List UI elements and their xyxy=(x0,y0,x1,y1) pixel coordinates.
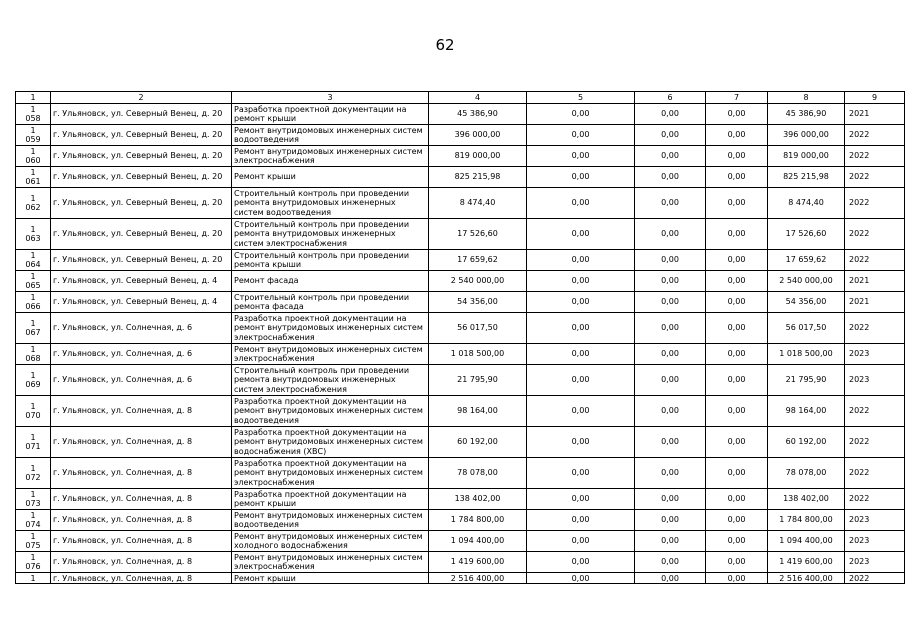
year-cell: 2022 xyxy=(845,427,905,458)
total-cost-cell: 8 474,40 xyxy=(429,188,527,219)
col6-cell: 0,00 xyxy=(635,344,706,365)
year-cell: 2023 xyxy=(845,510,905,531)
col6-cell: 0,00 xyxy=(635,250,706,271)
col5-cell: 0,00 xyxy=(527,552,635,573)
row-number: 1 064 xyxy=(16,250,51,271)
total-cost-cell: 2 516 400,00 xyxy=(429,573,527,584)
col7-cell: 0,00 xyxy=(706,125,768,146)
table-row xyxy=(16,188,905,219)
col6-cell: 0,00 xyxy=(635,313,706,344)
page-number: 62 xyxy=(435,36,455,54)
total-cost-cell: 138 402,00 xyxy=(429,489,527,510)
work-type-cell: Разработка проектной документации на ремонт внутридомовых инженерных систем водоснабжения (ХВС) xyxy=(232,427,429,458)
work-type-cell: Ремонт внутридомовых инженерных систем водоотведения xyxy=(232,510,429,531)
works-table xyxy=(15,91,905,584)
col6-cell: 0,00 xyxy=(635,167,706,188)
row-number: 1 068 xyxy=(16,344,51,365)
row-number: 1 071 xyxy=(16,427,51,458)
total-cost-cell: 1 784 800,00 xyxy=(429,510,527,531)
work-type-cell: Ремонт внутридомовых инженерных систем холодного водоснабжения xyxy=(232,531,429,552)
total-cost-cell: 60 192,00 xyxy=(429,427,527,458)
address-cell: г. Ульяновск, ул. Солнечная, д. 8 xyxy=(51,552,232,573)
col7-cell: 0,00 xyxy=(706,427,768,458)
row-number: 1 073 xyxy=(16,489,51,510)
address-cell: г. Ульяновск, ул. Северный Венец, д. 20 xyxy=(51,125,232,146)
address-cell: г. Ульяновск, ул. Северный Венец, д. 20 xyxy=(51,167,232,188)
col5-cell: 0,00 xyxy=(527,427,635,458)
work-type-cell: Строительный контроль при проведении ремонта внутридомовых инженерных систем водоотведения xyxy=(232,188,429,219)
total-cost-cell: 396 000,00 xyxy=(429,125,527,146)
year-cell: 2022 xyxy=(845,125,905,146)
col7-cell: 0,00 xyxy=(706,292,768,313)
year-cell: 2022 xyxy=(845,489,905,510)
col6-cell: 0,00 xyxy=(635,396,706,427)
address-cell: г. Ульяновск, ул. Северный Венец, д. 20 xyxy=(51,250,232,271)
work-type-cell: Разработка проектной документации на ремонт крыши xyxy=(232,104,429,125)
year-cell: 2022 xyxy=(845,219,905,250)
total-cost-cell: 2 540 000,00 xyxy=(429,271,527,292)
col5-cell: 0,00 xyxy=(527,531,635,552)
col5-cell: 0,00 xyxy=(527,396,635,427)
col5-cell: 0,00 xyxy=(527,365,635,396)
work-type-cell: Строительный контроль при проведении ремонта внутридомовых инженерных систем электроснабжения xyxy=(232,219,429,250)
col5-cell: 0,00 xyxy=(527,292,635,313)
table-row xyxy=(16,458,905,489)
total-cost-cell: 1 419 600,00 xyxy=(429,552,527,573)
column-header: 5 xyxy=(527,92,635,104)
col8-cell: 825 215,98 xyxy=(768,167,845,188)
col5-cell: 0,00 xyxy=(527,313,635,344)
table-row xyxy=(16,552,905,573)
address-cell: г. Ульяновск, ул. Северный Венец, д. 4 xyxy=(51,271,232,292)
col5-cell: 0,00 xyxy=(527,125,635,146)
col7-cell: 0,00 xyxy=(706,489,768,510)
total-cost-cell: 98 164,00 xyxy=(429,396,527,427)
column-header: 8 xyxy=(768,92,845,104)
col5-cell: 0,00 xyxy=(527,219,635,250)
row-number: 1 062 xyxy=(16,188,51,219)
col8-cell: 819 000,00 xyxy=(768,146,845,167)
total-cost-cell: 78 078,00 xyxy=(429,458,527,489)
col8-cell: 21 795,90 xyxy=(768,365,845,396)
table-row xyxy=(16,313,905,344)
work-type-cell: Ремонт крыши xyxy=(232,573,429,584)
address-cell: г. Ульяновск, ул. Солнечная, д. 6 xyxy=(51,365,232,396)
col8-cell: 60 192,00 xyxy=(768,427,845,458)
col8-cell: 1 784 800,00 xyxy=(768,510,845,531)
col6-cell: 0,00 xyxy=(635,458,706,489)
col7-cell: 0,00 xyxy=(706,552,768,573)
table-row xyxy=(16,125,905,146)
address-cell: г. Ульяновск, ул. Солнечная, д. 8 xyxy=(51,458,232,489)
total-cost-cell: 17 526,60 xyxy=(429,219,527,250)
col8-cell: 54 356,00 xyxy=(768,292,845,313)
col8-cell: 17 526,60 xyxy=(768,219,845,250)
table-row xyxy=(16,146,905,167)
work-type-cell: Разработка проектной документации на ремонт крыши xyxy=(232,489,429,510)
row-number: 1 074 xyxy=(16,510,51,531)
address-cell: г. Ульяновск, ул. Солнечная, д. 8 xyxy=(51,510,232,531)
col6-cell: 0,00 xyxy=(635,552,706,573)
year-cell: 2023 xyxy=(845,365,905,396)
col6-cell: 0,00 xyxy=(635,292,706,313)
address-cell: г. Ульяновск, ул. Солнечная, д. 6 xyxy=(51,313,232,344)
total-cost-cell: 819 000,00 xyxy=(429,146,527,167)
col5-cell: 0,00 xyxy=(527,250,635,271)
address-cell: г. Ульяновск, ул. Северный Венец, д. 4 xyxy=(51,292,232,313)
col8-cell: 98 164,00 xyxy=(768,396,845,427)
row-number: 1 075 xyxy=(16,531,51,552)
total-cost-cell: 54 356,00 xyxy=(429,292,527,313)
year-cell: 2021 xyxy=(845,271,905,292)
row-number: 1 067 xyxy=(16,313,51,344)
work-type-cell: Разработка проектной документации на ремонт внутридомовых инженерных систем электроснабжения xyxy=(232,458,429,489)
address-cell: г. Ульяновск, ул. Северный Венец, д. 20 xyxy=(51,188,232,219)
row-number: 1 060 xyxy=(16,146,51,167)
col7-cell: 0,00 xyxy=(706,219,768,250)
col5-cell: 0,00 xyxy=(527,344,635,365)
col7-cell: 0,00 xyxy=(706,396,768,427)
row-number: 1 061 xyxy=(16,167,51,188)
col7-cell: 0,00 xyxy=(706,104,768,125)
column-header: 3 xyxy=(232,92,429,104)
address-cell: г. Ульяновск, ул. Солнечная, д. 8 xyxy=(51,489,232,510)
work-type-cell: Ремонт внутридомовых инженерных систем водоотведения xyxy=(232,125,429,146)
year-cell: 2021 xyxy=(845,104,905,125)
work-type-cell: Ремонт внутридомовых инженерных систем электроснабжения xyxy=(232,146,429,167)
work-type-cell: Разработка проектной документации на ремонт внутридомовых инженерных систем водоотведения xyxy=(232,396,429,427)
address-cell: г. Ульяновск, ул. Солнечная, д. 8 xyxy=(51,427,232,458)
table-row xyxy=(16,573,905,584)
col5-cell: 0,00 xyxy=(527,489,635,510)
col8-cell: 56 017,50 xyxy=(768,313,845,344)
col7-cell: 0,00 xyxy=(706,167,768,188)
total-cost-cell: 45 386,90 xyxy=(429,104,527,125)
col6-cell: 0,00 xyxy=(635,271,706,292)
col7-cell: 0,00 xyxy=(706,146,768,167)
year-cell: 2023 xyxy=(845,344,905,365)
col8-cell: 1 094 400,00 xyxy=(768,531,845,552)
col5-cell: 0,00 xyxy=(527,573,635,584)
col5-cell: 0,00 xyxy=(527,271,635,292)
column-header: 1 xyxy=(16,92,51,104)
col7-cell: 0,00 xyxy=(706,188,768,219)
col8-cell: 2 516 400,00 xyxy=(768,573,845,584)
col5-cell: 0,00 xyxy=(527,104,635,125)
total-cost-cell: 1 018 500,00 xyxy=(429,344,527,365)
col7-cell: 0,00 xyxy=(706,344,768,365)
col6-cell: 0,00 xyxy=(635,104,706,125)
year-cell: 2022 xyxy=(845,396,905,427)
col8-cell: 138 402,00 xyxy=(768,489,845,510)
row-number: 1 070 xyxy=(16,396,51,427)
year-cell: 2022 xyxy=(845,250,905,271)
col7-cell: 0,00 xyxy=(706,573,768,584)
col6-cell: 0,00 xyxy=(635,427,706,458)
column-header: 6 xyxy=(635,92,706,104)
col5-cell: 0,00 xyxy=(527,510,635,531)
col6-cell: 0,00 xyxy=(635,146,706,167)
address-cell: г. Ульяновск, ул. Северный Венец, д. 20 xyxy=(51,219,232,250)
address-cell: г. Ульяновск, ул. Солнечная, д. 8 xyxy=(51,531,232,552)
row-number: 1 063 xyxy=(16,219,51,250)
year-cell: 2023 xyxy=(845,552,905,573)
col5-cell: 0,00 xyxy=(527,146,635,167)
total-cost-cell: 17 659,62 xyxy=(429,250,527,271)
col7-cell: 0,00 xyxy=(706,458,768,489)
work-type-cell: Разработка проектной документации на ремонт внутридомовых инженерных систем электроснабжения xyxy=(232,313,429,344)
address-cell: г. Ульяновск, ул. Северный Венец, д. 20 xyxy=(51,146,232,167)
table-row xyxy=(16,531,905,552)
row-number: 1 065 xyxy=(16,271,51,292)
total-cost-cell: 21 795,90 xyxy=(429,365,527,396)
table-row xyxy=(16,396,905,427)
col8-cell: 2 540 000,00 xyxy=(768,271,845,292)
row-number: 1 066 xyxy=(16,292,51,313)
work-type-cell: Ремонт внутридомовых инженерных систем электроснабжения xyxy=(232,552,429,573)
work-type-cell: Строительный контроль при проведении ремонта крыши xyxy=(232,250,429,271)
table-row xyxy=(16,271,905,292)
column-header: 4 xyxy=(429,92,527,104)
work-type-cell: Строительный контроль при проведении ремонта внутридомовых инженерных систем электроснабжения xyxy=(232,365,429,396)
col7-cell: 0,00 xyxy=(706,250,768,271)
total-cost-cell: 1 094 400,00 xyxy=(429,531,527,552)
table-row xyxy=(16,292,905,313)
table-row xyxy=(16,219,905,250)
col8-cell: 1 419 600,00 xyxy=(768,552,845,573)
column-header: 9 xyxy=(845,92,905,104)
row-number: 1 069 xyxy=(16,365,51,396)
col5-cell: 0,00 xyxy=(527,167,635,188)
year-cell: 2022 xyxy=(845,313,905,344)
year-cell: 2023 xyxy=(845,531,905,552)
year-cell: 2022 xyxy=(845,573,905,584)
col7-cell: 0,00 xyxy=(706,271,768,292)
col7-cell: 0,00 xyxy=(706,510,768,531)
address-cell: г. Ульяновск, ул. Солнечная, д. 8 xyxy=(51,396,232,427)
col8-cell: 45 386,90 xyxy=(768,104,845,125)
year-cell: 2022 xyxy=(845,188,905,219)
year-cell: 2021 xyxy=(845,292,905,313)
column-header: 2 xyxy=(51,92,232,104)
row-number: 1 076 xyxy=(16,552,51,573)
col6-cell: 0,00 xyxy=(635,531,706,552)
row-number: 1 xyxy=(16,573,51,584)
work-type-cell: Ремонт крыши xyxy=(232,167,429,188)
table-row xyxy=(16,427,905,458)
col8-cell: 78 078,00 xyxy=(768,458,845,489)
work-type-cell: Строительный контроль при проведении ремонта фасада xyxy=(232,292,429,313)
address-cell: г. Ульяновск, ул. Северный Венец, д. 20 xyxy=(51,104,232,125)
year-cell: 2022 xyxy=(845,167,905,188)
table-row xyxy=(16,489,905,510)
col7-cell: 0,00 xyxy=(706,313,768,344)
col6-cell: 0,00 xyxy=(635,510,706,531)
table-row xyxy=(16,167,905,188)
col6-cell: 0,00 xyxy=(635,188,706,219)
total-cost-cell: 56 017,50 xyxy=(429,313,527,344)
col5-cell: 0,00 xyxy=(527,458,635,489)
row-number: 1 058 xyxy=(16,104,51,125)
col6-cell: 0,00 xyxy=(635,365,706,396)
col8-cell: 8 474,40 xyxy=(768,188,845,219)
row-number: 1 072 xyxy=(16,458,51,489)
year-cell: 2022 xyxy=(845,146,905,167)
row-number: 1 059 xyxy=(16,125,51,146)
table-row xyxy=(16,365,905,396)
table-row xyxy=(16,344,905,365)
total-cost-cell: 825 215,98 xyxy=(429,167,527,188)
col7-cell: 0,00 xyxy=(706,531,768,552)
col8-cell: 1 018 500,00 xyxy=(768,344,845,365)
address-cell: г. Ульяновск, ул. Солнечная, д. 6 xyxy=(51,344,232,365)
table-row xyxy=(16,510,905,531)
col8-cell: 17 659,62 xyxy=(768,250,845,271)
address-cell: г. Ульяновск, ул. Солнечная, д. 8 xyxy=(51,573,232,584)
table-row xyxy=(16,104,905,125)
work-type-cell: Ремонт внутридомовых инженерных систем электроснабжения xyxy=(232,344,429,365)
col5-cell: 0,00 xyxy=(527,188,635,219)
header-row xyxy=(16,92,905,104)
work-type-cell: Ремонт фасада xyxy=(232,271,429,292)
col6-cell: 0,00 xyxy=(635,573,706,584)
col6-cell: 0,00 xyxy=(635,219,706,250)
col7-cell: 0,00 xyxy=(706,365,768,396)
year-cell: 2022 xyxy=(845,458,905,489)
table-row xyxy=(16,250,905,271)
column-header: 7 xyxy=(706,92,768,104)
col6-cell: 0,00 xyxy=(635,489,706,510)
col6-cell: 0,00 xyxy=(635,125,706,146)
col8-cell: 396 000,00 xyxy=(768,125,845,146)
